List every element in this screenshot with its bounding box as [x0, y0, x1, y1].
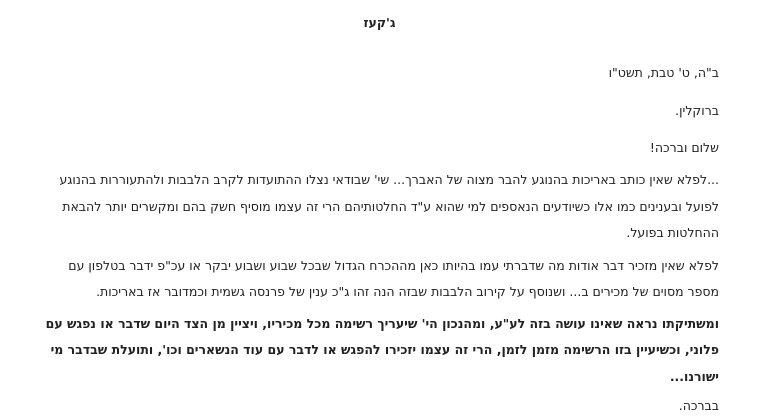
letter-closing: בברכה. [678, 398, 719, 413]
letter-paragraph: ...לפלא שאין כותב באריכות בהנוגע להבר מצוה של האברך... שי' שבודאי נצלו ההתועדות לקרב הלבבות ולהתעוררות בהנוגע לפועל ובענינים כמו אלו כשיודעים הנאספים למי שהוא ע"ד החלטותיהם הרי זה עצמו מוסיף חשק בהם ומקשרים יותר להבאת ההחלטות בפועל. [59, 172, 719, 240]
letter-paragraph: לפלא שאין מזכיר דבר אודות מה שדברתי עמו בהיותו כאן מההכרח הגדול שבכל שבוע ושבוע יבקר או עכ"פ ידבר בטלפון עם מספר מסוים של מכירים ב... ושנוסף על קירוב הלבבות שבזה הנה זהו ג"כ ענין של פרנסה גשמית וכמדובר אז באריכות. [68, 257, 719, 299]
letter-greeting: שלום וברכה! [649, 140, 719, 155]
letter-paragraph-emphasized: ומשתיקתו נראה שאינו עושה בזה לע"ע, ומהנכון הי' שיעריך רשימה מכל מכיריו, ויציין מן הצד היום שדבר או נפגש עם פלוני, וכשיעיין בזו הרשימה מזמן לזמן, הרי זה עצמו יזכירו להפגש או לדבר עם עוד הנשארים וכו', ותועלת שבדבר מי ישורנו... [45, 315, 719, 384]
letter-title: ג'קעז [363, 15, 396, 30]
letter-date: ב"ה, ט' טבת, תשט"ו [608, 65, 719, 80]
letter-location: ברוקלין. [675, 103, 719, 118]
